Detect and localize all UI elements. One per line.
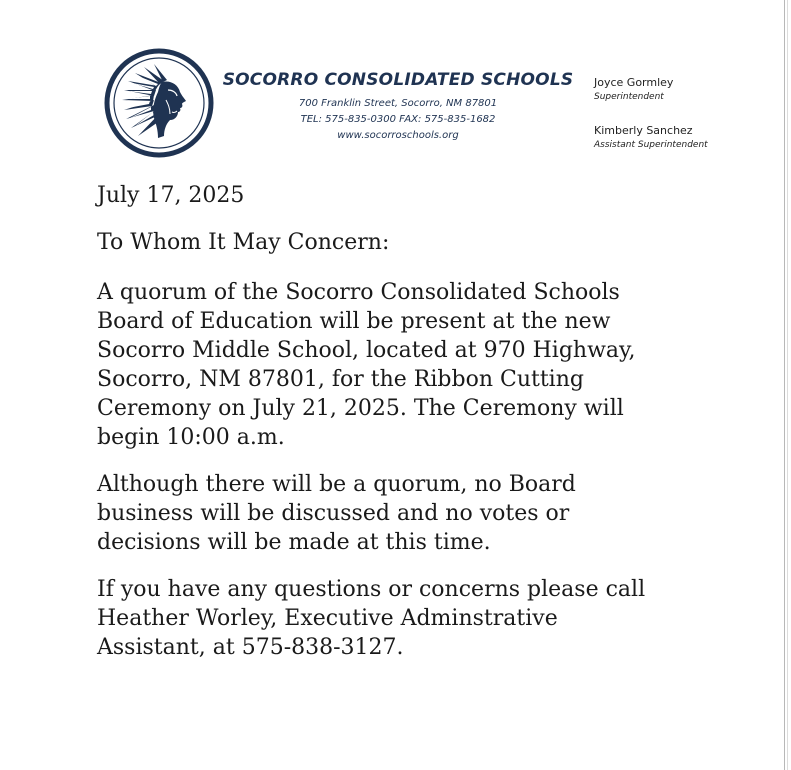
page-edge-shadow [787,0,788,770]
paragraph-line: If you have any questions or concerns please call [97,577,646,602]
org-address: 700 Franklin Street, Socorro, NM 87801 [298,98,498,109]
officials-list [594,76,708,172]
official-name: Joyce Gormley [594,76,674,89]
paragraph-line: business will be discussed and no votes or [97,501,570,526]
letter-salutation: To Whom It May Concern: [97,230,390,255]
paragraph-line: begin 10:00 a.m. [97,425,285,450]
paragraph-line: decisions will be made at this time. [97,530,491,555]
paragraph-line: Board of Education will be present at the new [97,309,611,334]
paragraph-line: Ceremony on July 21, 2025. The Ceremony will [97,396,624,421]
official-title: Superintendent [594,92,664,102]
paragraph-line: Heather Worley, Executive Adminstrative [97,606,558,631]
letter-date: July 17, 2025 [97,183,245,208]
letter-paragraph-3 [97,575,737,662]
paragraph-line: Assistant, at 575-838-3127. [97,635,404,660]
org-phone-fax: TEL: 575-835-0300 FAX: 575-835-1682 [300,114,496,125]
paragraph-line: A quorum of the Socorro Consolidated Schools [97,280,620,305]
paragraph-line: Socorro, NM 87801, for the Ribbon Cutting [97,367,584,392]
letterhead-org-block [222,70,574,144]
org-name: SOCORRO CONSOLIDATED SCHOOLS [222,70,574,90]
letter-paragraph-1 [97,278,737,452]
district-logo-seal [104,48,214,158]
letter-paragraph-2 [97,470,737,557]
official-title: Assistant Superintendent [594,140,708,150]
paragraph-line: Socorro Middle School, located at 970 Highway, [97,338,636,363]
org-website: www.socorroschools.org [337,130,459,141]
official-superintendent [594,76,708,104]
letter-body [97,181,737,662]
paragraph-line: Although there will be a quorum, no Board [97,472,576,497]
official-assistant-superintendent [594,124,708,152]
official-name: Kimberly Sanchez [594,124,693,137]
page-edge [784,0,785,770]
